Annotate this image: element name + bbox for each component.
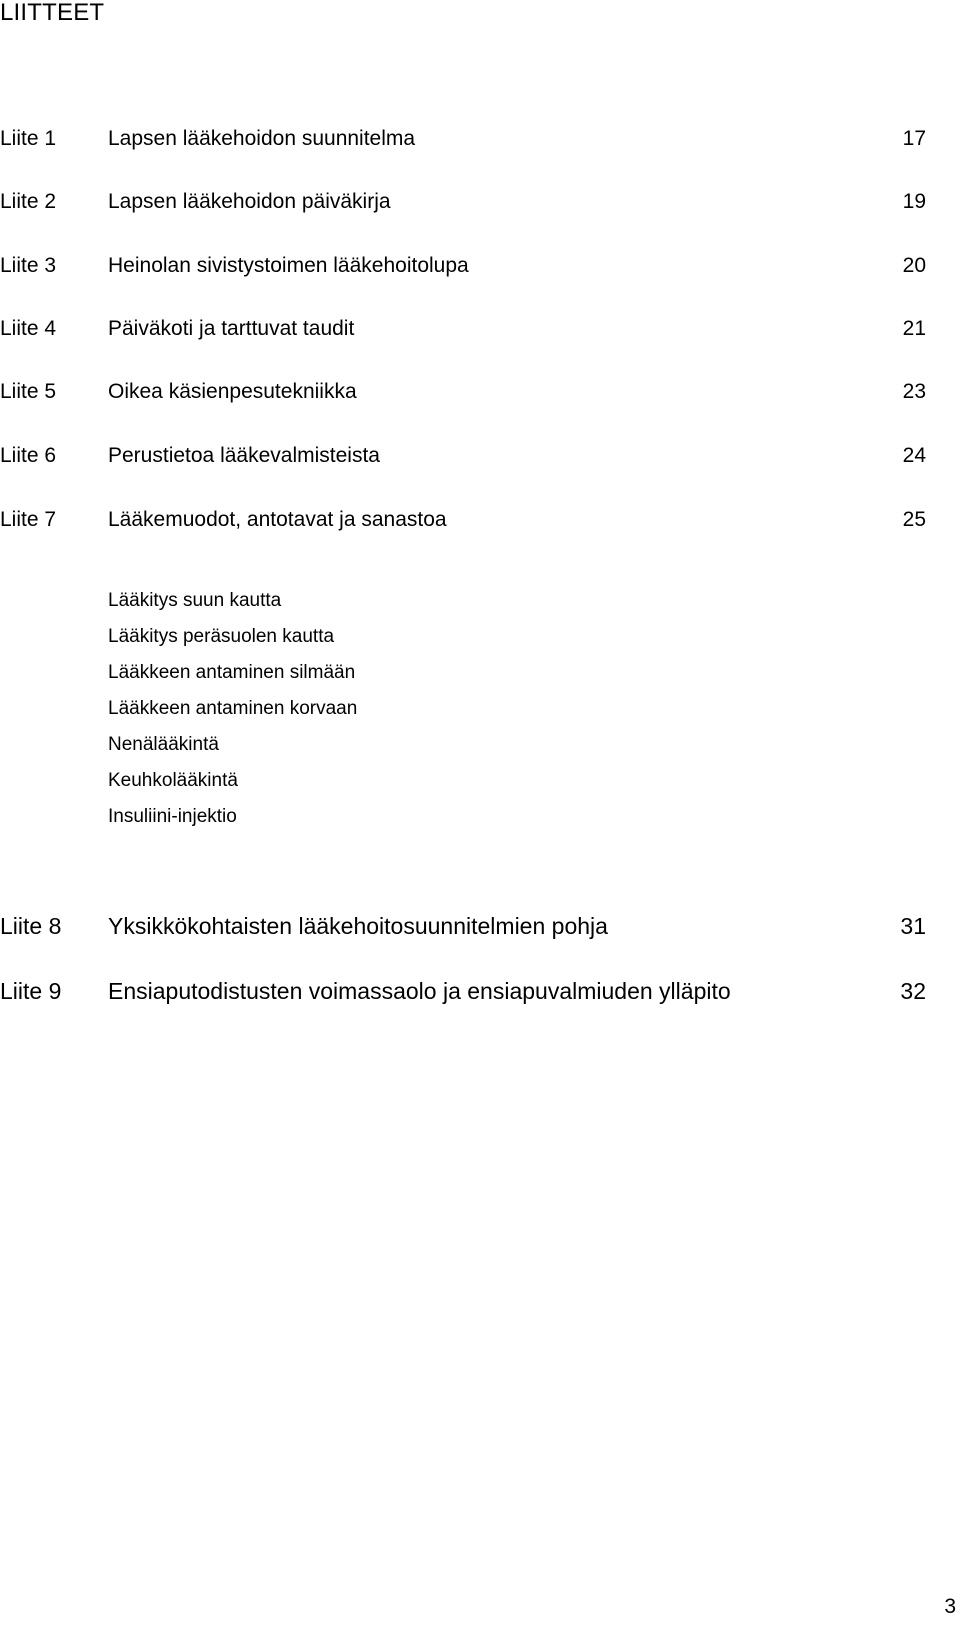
- toc-entry-title: Lääkemuodot, antotavat ja sanastoa: [108, 508, 447, 531]
- toc-entry-title: Perustietoa lääkevalmisteista: [108, 444, 380, 467]
- toc-entry-liite-5: [0, 377, 926, 407]
- toc-entry-number: Liite 6: [0, 444, 57, 467]
- toc-entry-number: Liite 1: [0, 127, 57, 150]
- toc-entry-page: 19: [902, 190, 926, 213]
- page-title: LIITTEET: [0, 0, 105, 26]
- toc-entry-page: 23: [902, 380, 926, 403]
- toc-subitem: Insuliini-injektio: [108, 806, 237, 827]
- toc-entry-page: 25: [902, 508, 926, 531]
- toc-entry-liite-2: [0, 187, 926, 217]
- toc-entry-liite-6: [0, 441, 926, 471]
- toc-entry-liite-8: [0, 911, 926, 941]
- toc-entry-title: Oikea käsienpesutekniikka: [108, 380, 357, 403]
- toc-entry-title: Yksikkökohtaisten lääkehoitosuunnitelmien pohja: [108, 913, 608, 939]
- toc-entry-number: Liite 8: [0, 913, 62, 939]
- toc-subitem: Keuhkolääkintä: [108, 770, 238, 791]
- toc-entry-title: Lapsen lääkehoidon päiväkirja: [108, 190, 391, 213]
- toc-subitem: Lääkitys suun kautta: [108, 590, 282, 611]
- toc-entry-number: Liite 9: [0, 978, 62, 1004]
- toc-subitem: Lääkkeen antaminen silmään: [108, 662, 356, 683]
- toc-entry-page: 17: [902, 127, 926, 150]
- toc-entry-page: 32: [900, 978, 926, 1004]
- toc-entry-number: Liite 4: [0, 317, 57, 340]
- toc-entry-number: Liite 3: [0, 254, 57, 277]
- toc-entry-liite-9: [0, 976, 926, 1006]
- toc-entry-title: Lapsen lääkehoidon suunnitelma: [108, 127, 416, 150]
- toc-subitem: Lääkitys peräsuolen kautta: [108, 626, 335, 647]
- toc-subitem-list: [108, 583, 357, 835]
- toc-entry-liite-1: [0, 124, 926, 154]
- toc-subitem: Lääkkeen antaminen korvaan: [108, 698, 358, 719]
- toc-entry-page: 20: [902, 254, 926, 277]
- toc-entry-title: Päiväkoti ja tarttuvat taudit: [108, 317, 355, 340]
- toc-entry-page: 24: [902, 444, 926, 467]
- toc-entry-number: Liite 5: [0, 380, 57, 403]
- toc-entry-number: Liite 7: [0, 508, 57, 531]
- toc-entry-title: Heinolan sivistystoimen lääkehoitolupa: [108, 254, 469, 277]
- toc-entry-page: 31: [900, 913, 926, 939]
- page-number: 3: [944, 1595, 956, 1618]
- toc-entry-number: Liite 2: [0, 190, 57, 213]
- toc-entry-liite-4: [0, 314, 926, 344]
- toc-entry-page: 21: [902, 317, 926, 340]
- toc-entry-liite-7: [0, 505, 926, 535]
- toc-subitem: Nenälääkintä: [108, 734, 219, 755]
- toc-entry-liite-3: [0, 251, 926, 281]
- toc-entry-title: Ensiaputodistusten voimassaolo ja ensiapuvalmiuden ylläpito: [108, 978, 731, 1004]
